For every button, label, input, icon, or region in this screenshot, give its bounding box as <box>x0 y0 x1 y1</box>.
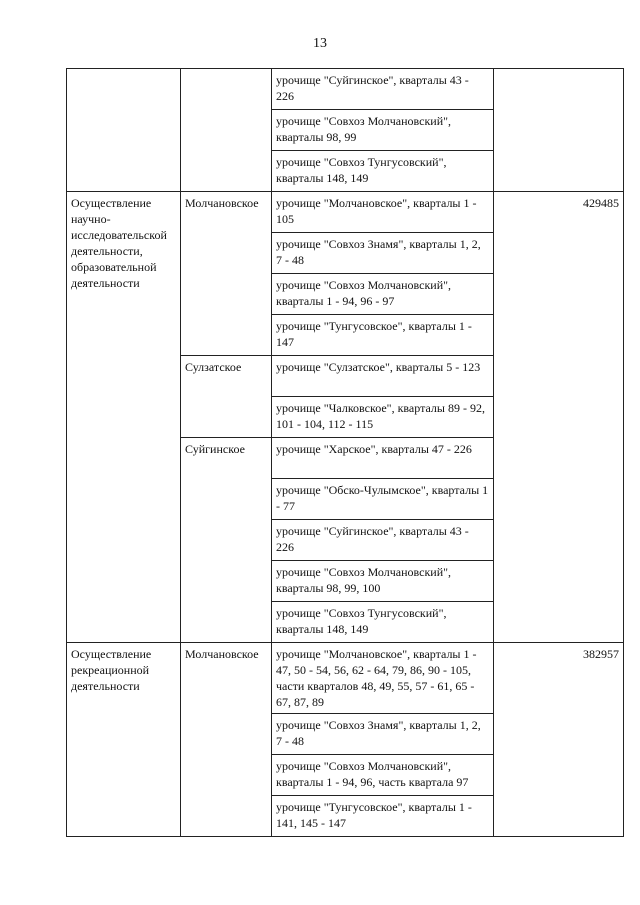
tract-cell: урочище "Молчановское", кварталы 1 - 47, 50 - 54, 56, 62 - 64, 79, 86, 90 - 105, части кварталов 48, 49, 55, 57 - 61, 65 - 67, 87, 89 <box>272 643 494 714</box>
tract-cell: урочище "Совхоз Молчановский", кварталы 98, 99 <box>272 110 494 151</box>
forestry-district-cell: Молчановское <box>181 192 272 356</box>
forestry-district-cell <box>181 69 272 192</box>
page-number: 13 <box>313 36 327 51</box>
tract-cell: урочище "Совхоз Молчановский", кварталы 1 - 94, 96 - 97 <box>272 274 494 315</box>
area-cell: 382957 <box>494 643 624 837</box>
tract-cell: урочище "Сулзатское", кварталы 5 - 123 <box>272 356 494 397</box>
tract-cell: урочище "Обско-Чулымское", кварталы 1 - 77 <box>272 479 494 520</box>
area-cell <box>494 69 624 192</box>
activity-cell <box>67 69 181 192</box>
activity-cell: Осуществление научно-исследовательской деятельности, образовательной деятельности <box>67 192 181 643</box>
tract-cell: урочище "Совхоз Тунгусовский", кварталы 148, 149 <box>272 151 494 192</box>
tract-cell: урочище "Суйгинское", кварталы 43 - 226 <box>272 69 494 110</box>
tract-cell: урочище "Совхоз Знамя", кварталы 1, 2, 7 - 48 <box>272 233 494 274</box>
tract-cell: урочище "Тунгусовское", кварталы 1 - 141, 145 - 147 <box>272 796 494 837</box>
activity-cell: Осуществление рекреационной деятельности <box>67 643 181 837</box>
forest-use-table <box>66 68 624 837</box>
table-row <box>67 69 624 110</box>
tract-cell: урочище "Тунгусовское", кварталы 1 - 147 <box>272 315 494 356</box>
tract-cell: урочище "Совхоз Знамя", кварталы 1, 2, 7 - 48 <box>272 714 494 755</box>
tract-cell: урочище "Совхоз Молчановский", кварталы 98, 99, 100 <box>272 561 494 602</box>
area-cell: 429485 <box>494 192 624 643</box>
tract-cell: урочище "Молчановское", кварталы 1 - 105 <box>272 192 494 233</box>
forestry-district-cell: Суйгинское <box>181 438 272 643</box>
tract-cell: урочище "Совхоз Тунгусовский", кварталы 148, 149 <box>272 602 494 643</box>
tract-cell: урочище "Суйгинское", кварталы 43 - 226 <box>272 520 494 561</box>
tract-cell: урочище "Чалковское", кварталы 89 - 92, 101 - 104, 112 - 115 <box>272 397 494 438</box>
tract-cell: урочище "Харское", кварталы 47 - 226 <box>272 438 494 479</box>
forestry-district-cell: Сулзатское <box>181 356 272 438</box>
forestry-district-cell: Молчановское <box>181 643 272 837</box>
table-row <box>67 192 624 233</box>
table-body <box>67 69 624 837</box>
tract-cell: урочище "Совхоз Молчановский", кварталы 1 - 94, 96, часть квартала 97 <box>272 755 494 796</box>
table-row <box>67 643 624 714</box>
